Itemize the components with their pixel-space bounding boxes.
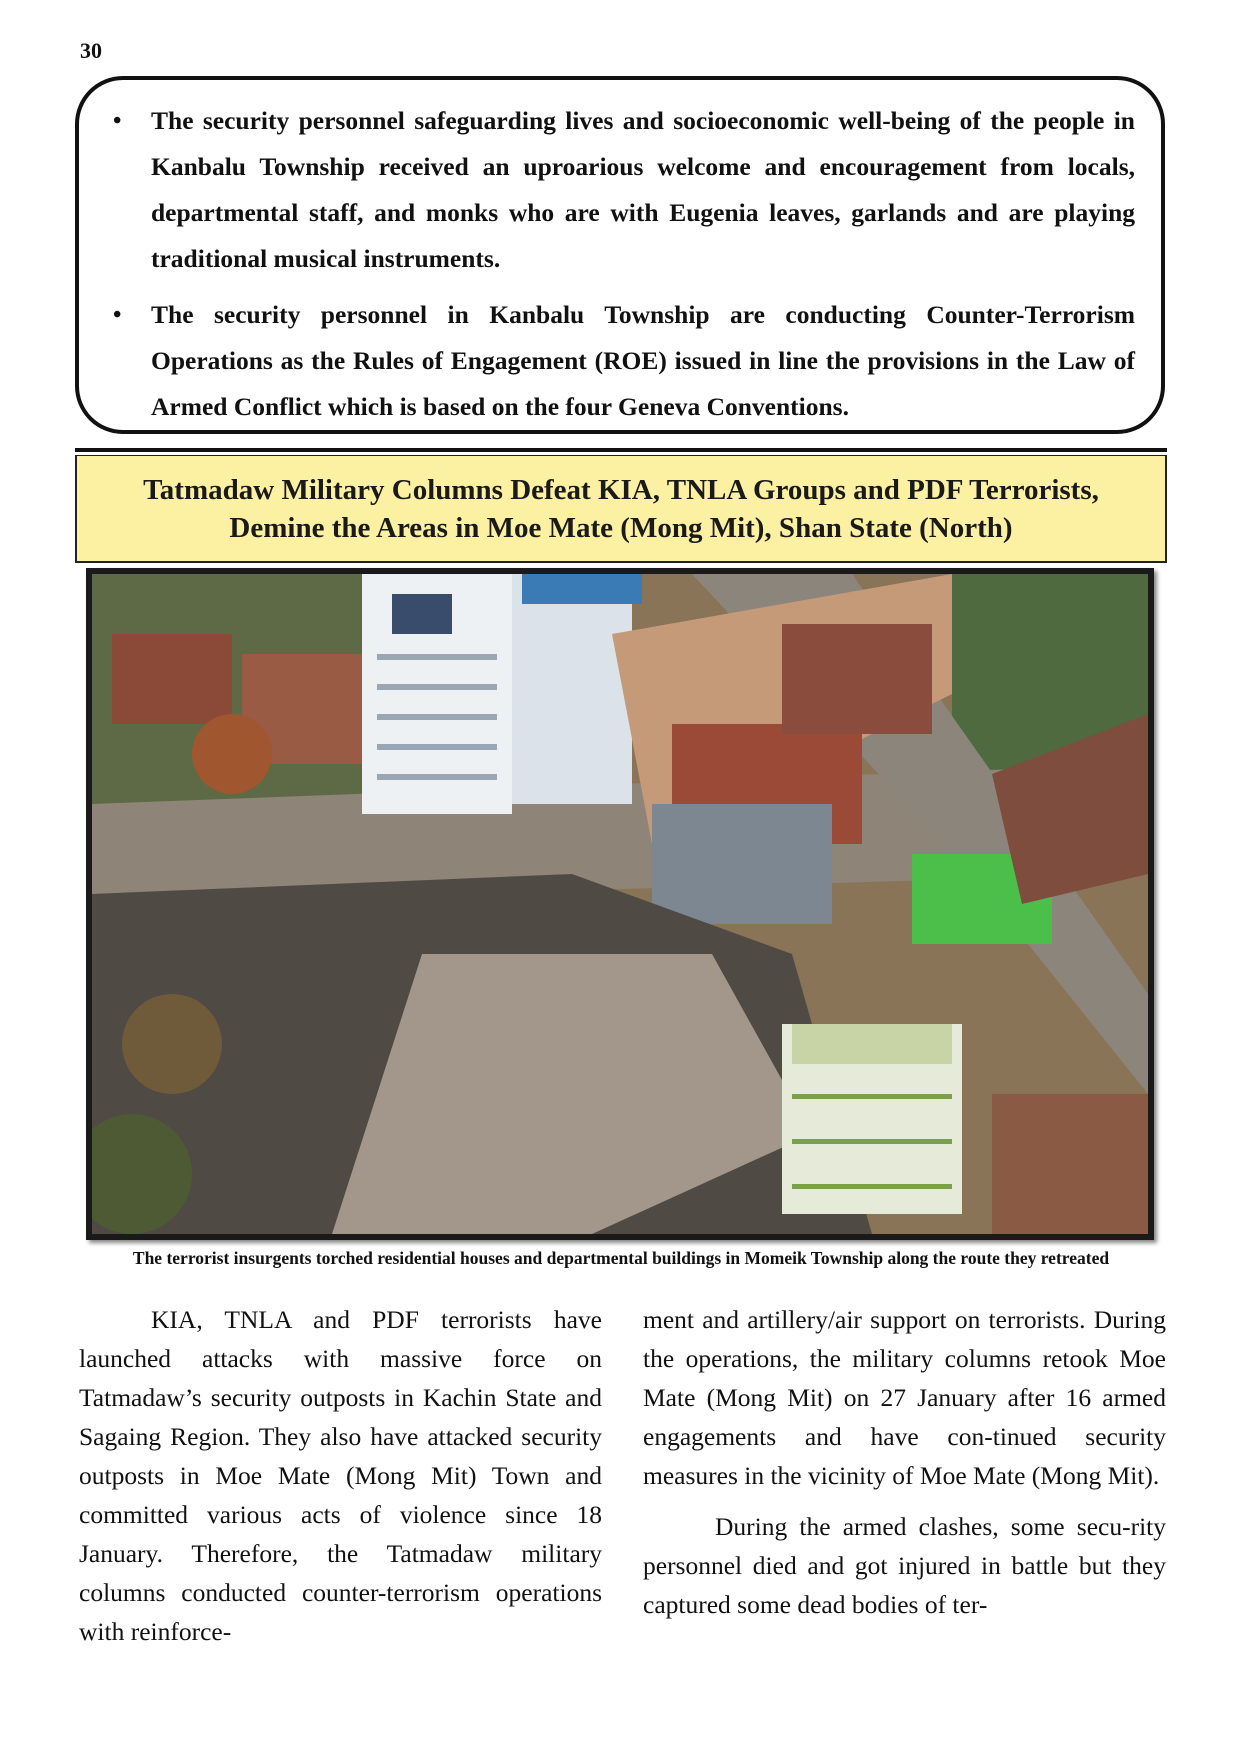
page-number: 30: [80, 38, 102, 63]
headline-line-2: Demine the Areas in Moe Mate (Mong Mit), Shan State (North): [229, 512, 1013, 544]
article-paragraph: ment and artillery/air support on terrorists. During the operations, the military columns retook Moe Mate (Mong Mit) on 27 January after 16 armed engagements and have con-tinued security measures in the vicinity of Moe Mate (Mong Mit).: [643, 1305, 1166, 1490]
bullet-icon: •: [113, 302, 122, 328]
article-headline: [75, 455, 1167, 563]
bullet-icon: •: [113, 108, 122, 134]
aerial-photo: [86, 568, 1154, 1240]
headline-line-1: Tatmadaw Military Columns Defeat KIA, TNLA Groups and PDF Terrorists,: [143, 474, 1099, 506]
highlight-text: The security personnel safeguarding lives and socioeconomic well-being of the people in Kanbalu Township received an uproarious welcome and encouragement from locals, departmental staff, and monks who are with Eugenia leaves, garlands and are playing traditional musical instruments.: [151, 106, 1135, 273]
highlight-text: The security personnel in Kanbalu Township are conducting Counter-Terrorism Operations as the Rules of Engagement (ROE) issued in line the provisions in the Law of Armed Conflict which is based on the four Geneva Conventions.: [151, 300, 1135, 421]
highlights-box: [75, 76, 1165, 434]
article-paragraph: During the armed clashes, some secu-rity personnel died and got injured in battle but they captured some dead bodies of ter-: [643, 1512, 1166, 1619]
photo-caption: The terrorist insurgents torched residential houses and departmental buildings in Momeik Township along the route they retreated: [132, 1248, 1110, 1268]
article-column-right: [643, 1300, 1166, 1624]
article-column-left: [79, 1300, 602, 1651]
aerial-photo-illustration: [92, 574, 1148, 1234]
highlight-item: [113, 292, 1135, 430]
highlights-list: [113, 98, 1135, 430]
headline-top-rule: [75, 448, 1167, 452]
highlight-item: [113, 98, 1135, 282]
article-paragraph: KIA, TNLA and PDF terrorists have launched attacks with massive force on Tatmadaw’s security outposts in Kachin State and Sagaing Region. They also have attacked security outposts in Moe Mate (Mong Mit) Town and committed various acts of violence since 18 January. Therefore, the Tatmadaw military columns conducted counter-terrorism operations with reinforce-: [79, 1305, 602, 1646]
